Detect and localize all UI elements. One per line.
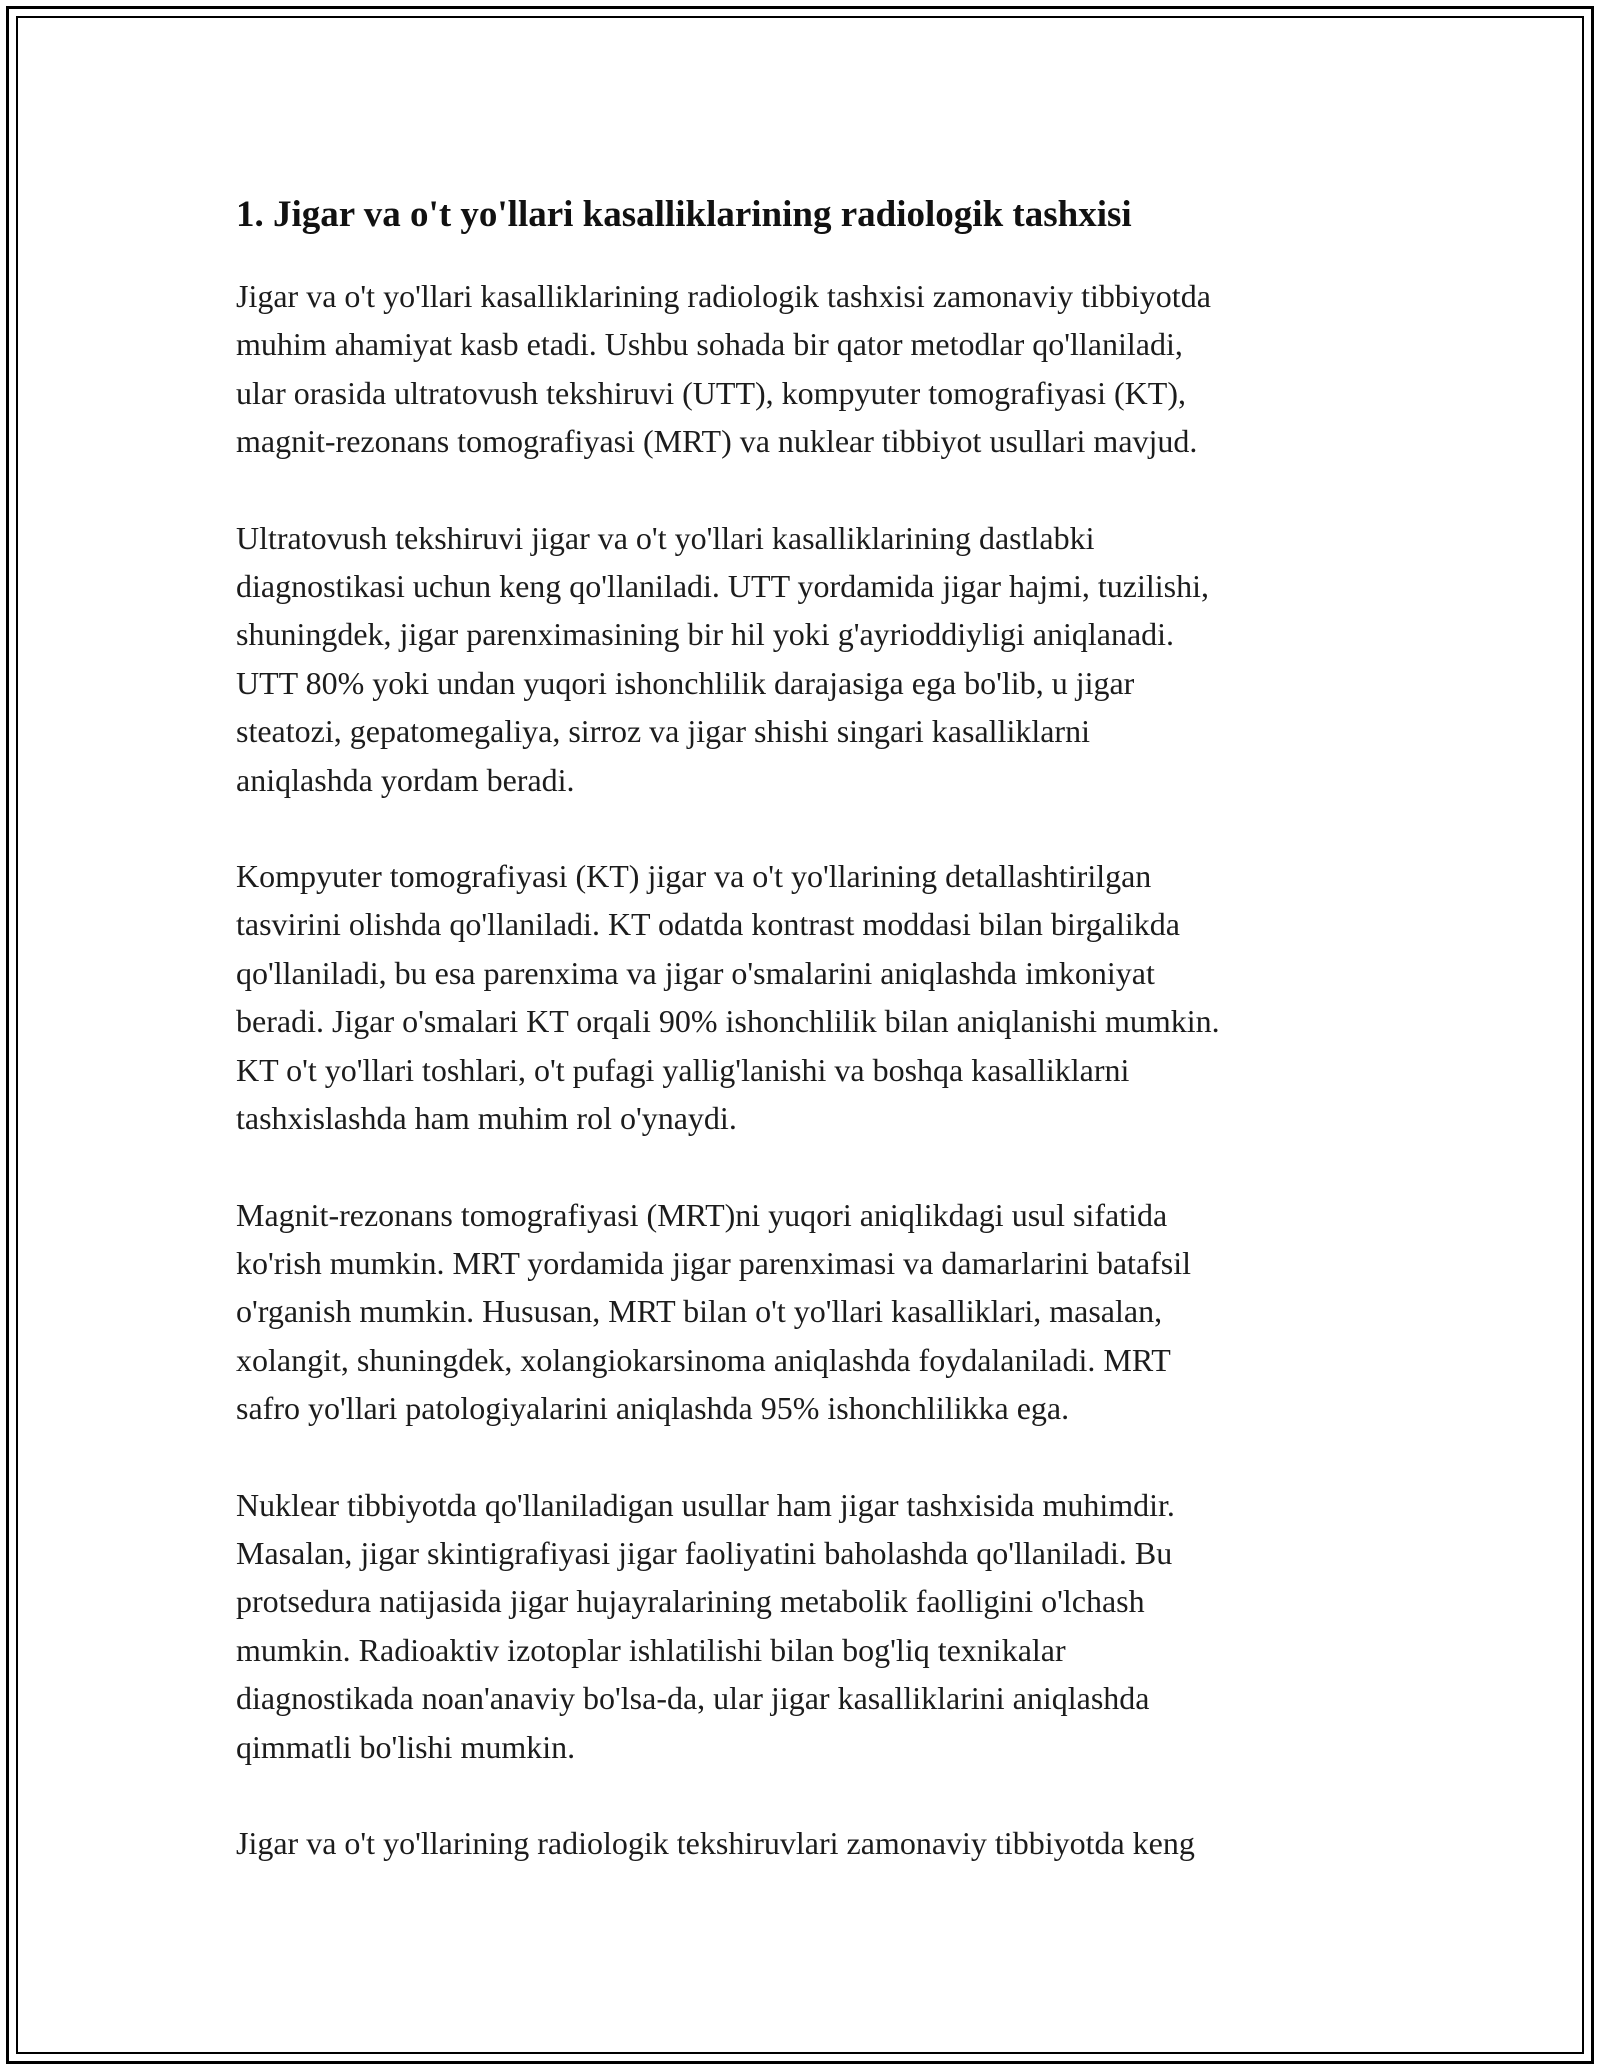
paragraph-intro (236, 272, 1386, 466)
paragraph-mri (236, 1191, 1386, 1433)
document-body (236, 188, 1386, 1915)
text-line: tashxislashda ham muhim rol o'ynaydi. (236, 1100, 737, 1137)
text-line: diagnostikada noan'anaviy bo'lsa-da, ular jigar kasalliklarini aniqlashda (236, 1680, 1150, 1717)
text-line: UTT 80% yoki undan yuqori ishonchlilik darajasiga ega bo'lib, u jigar (236, 664, 1135, 701)
text-line: ular orasida ultratovush tekshiruvi (UTT), kompyuter tomografiyasi (KT), (236, 374, 1186, 411)
text-line: qo'llaniladi, bu esa parenxima va jigar o'smalarini aniqlashda imkoniyat (236, 954, 1155, 991)
text-line: xolangit, shuningdek, xolangiokarsinoma aniqlashda foydalaniladi. MRT (236, 1341, 1171, 1378)
text-line: Jigar va o't yo'llari kasalliklarining radiologik tashxisi zamonaviy tibbiyotda (236, 278, 1211, 314)
text-line: Masalan, jigar skintigrafiyasi jigar faoliyatini baholashda qo'llaniladi. Bu (236, 1534, 1173, 1571)
text-line: Nuklear tibbiyotda qo'llaniladigan usullar ham jigar tashxisida muhimdir. (236, 1486, 1175, 1523)
text-line: ko'rish mumkin. MRT yordamida jigar parenximasi va damarlarini batafsil (236, 1244, 1192, 1281)
text-line: Jigar va o't yo'llarining radiologik tekshiruvlari zamonaviy tibbiyotda keng (236, 1824, 1195, 1861)
text-line: muhim ahamiyat kasb etadi. Ushbu sohada bir qator metodlar qo'llaniladi, (236, 326, 1183, 363)
text-line: Kompyuter tomografiyasi (KT) jigar va o't yo'llarining detallashtirilgan (236, 858, 1152, 895)
text-line: Magnit-rezonans tomografiyasi (MRT)ni yuqori aniqlikdagi usul sifatida (236, 1196, 1168, 1233)
paragraph-conclusion (236, 1819, 1386, 1867)
text-line: o'rganish mumkin. Hususan, MRT bilan o't yo'llari kasalliklari, masalan, (236, 1293, 1163, 1330)
text-line: mumkin. Radioaktiv izotoplar ishlatilishi bilan bog'liq texnikalar (236, 1631, 1066, 1668)
text-line: aniqlashda yordam beradi. (236, 761, 575, 798)
text-line: Ultratovush tekshiruvi jigar va o't yo'llari kasalliklarining dastlabki (236, 519, 1095, 556)
text-line: safro yo'llari patologiyalarini aniqlashda 95% ishonchlilikka ega. (236, 1390, 1070, 1427)
text-line: magnit-rezonans tomografiyasi (MRT) va nuklear tibbiyot usullari mavjud. (236, 423, 1198, 460)
section-title: 1. Jigar va o't yo'llari kasalliklarining radiologik tashxisi (236, 194, 1132, 235)
paragraph-ct (236, 852, 1386, 1142)
text-line: qimmatli bo'lishi mumkin. (236, 1728, 576, 1765)
text-line: tasvirini olishda qo'llaniladi. KT odatda kontrast moddasi bilan birgalikda (236, 906, 1180, 943)
text-line: KT o't yo'llari toshlari, o't pufagi yallig'lanishi va boshqa kasalliklarni (236, 1051, 1130, 1088)
text-line: beradi. Jigar o'smalari KT orqali 90% ishonchlilik bilan aniqlanishi mumkin. (236, 1003, 1220, 1040)
text-line: protsedura natijasida jigar hujayralarining metabolik faolligini o'lchash (236, 1583, 1145, 1620)
paragraph-nuclear (236, 1481, 1386, 1771)
paragraph-ultrasound (236, 514, 1386, 804)
text-line: steatozi, gepatomegaliya, sirroz va jigar shishi singari kasalliklarni (236, 713, 1090, 750)
text-line: diagnostikasi uchun keng qo'llaniladi. UTT yordamida jigar hajmi, tuzilishi, (236, 568, 1209, 605)
text-line: shuningdek, jigar parenximasining bir hil yoki g'ayrioddiyligi aniqlanadi. (236, 616, 1175, 653)
